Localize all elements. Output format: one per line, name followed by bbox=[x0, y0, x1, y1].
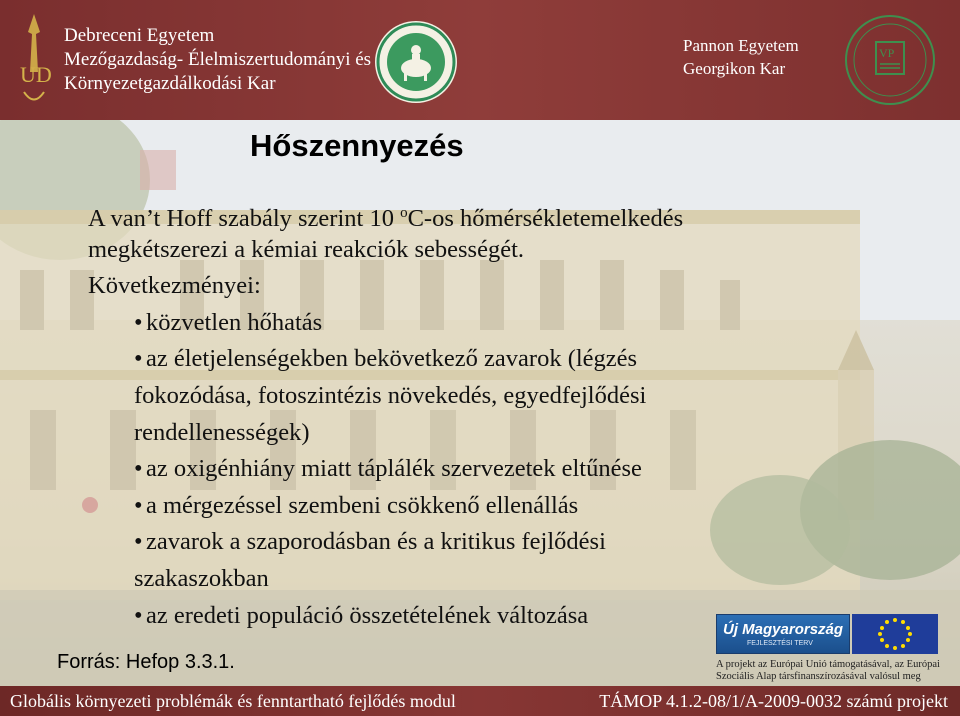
list-item: • közvetlen hőhatás bbox=[88, 305, 908, 342]
ud-logo-letters: UD bbox=[20, 62, 52, 87]
uj-magyarorszag-logo bbox=[716, 614, 850, 654]
umft-label: Új Magyarország bbox=[723, 621, 844, 638]
umft-subtitle: FEJLESZTÉSI TERV bbox=[747, 640, 813, 647]
bullet-icon: • bbox=[134, 491, 143, 519]
bullet-icon: • bbox=[134, 345, 143, 373]
list-item: • a mérgezéssel szembeni csökkenő ellenállás bbox=[88, 488, 908, 525]
bullet-icon: • bbox=[134, 308, 143, 336]
eu-note-line-2: Szociális Alap társfinanszírozásával valósul meg bbox=[716, 671, 921, 682]
debrecen-university-name bbox=[64, 24, 371, 96]
list-item: • zavarok a szaporodásban és a kritikus fejlődési bbox=[88, 524, 908, 561]
list-item-continuation: rendellenességek) bbox=[134, 418, 310, 446]
degree-superscript: o bbox=[400, 205, 408, 221]
eu-note-line-1: A projekt az Európai Unió támogatásával, az Európai bbox=[716, 659, 940, 670]
green-seal-icon bbox=[374, 20, 458, 104]
footer-project-id: TÁMOP 4.1.2-08/1/A-2009-0032 számú projekt bbox=[599, 691, 948, 711]
footer-bar bbox=[0, 686, 960, 716]
bullet-icon: • bbox=[134, 455, 143, 483]
list-item: • az oxigénhiány miatt táplálék szervezetek eltűnése bbox=[88, 451, 908, 488]
bullet-icon: • bbox=[134, 528, 143, 556]
debrecen-line-2: Mezőgazdaság- Élelmiszertudományi és bbox=[64, 49, 372, 70]
header-banner bbox=[0, 0, 960, 120]
list-item-continuation: szakaszokban bbox=[134, 564, 269, 592]
eu-flag-icon bbox=[852, 614, 938, 654]
list-item: • az életjelenségekben bekövetkező zavarok (légzés bbox=[88, 341, 908, 378]
debrecen-line-3: Környezetgazdálkodási Kar bbox=[64, 73, 276, 94]
footer-module-title: Globális környezeti problémák és fenntartható fejlődés modul bbox=[10, 691, 456, 711]
pannon-seal-letters: VP bbox=[879, 46, 895, 60]
debrecen-line-1: Debreceni Egyetem bbox=[64, 25, 215, 46]
pannon-line-2: Georgikon Kar bbox=[683, 59, 786, 78]
bullet-icon: • bbox=[134, 601, 143, 629]
pannon-line-1: Pannon Egyetem bbox=[683, 36, 799, 55]
consequences-label: Következményei: bbox=[88, 272, 261, 300]
ud-logo-icon bbox=[14, 12, 54, 112]
intro-line-2: megkétszerezi a kémiai reakciók sebességét. bbox=[88, 235, 525, 263]
slide-title: Hőszennyezés bbox=[250, 128, 464, 163]
eu-funding-note bbox=[716, 659, 946, 683]
list-item-continuation: fokozódása, fotoszintézis növekedés, egyedfejlődési bbox=[134, 381, 647, 409]
list-item: • az eredeti populáció összetételének változása bbox=[88, 598, 908, 635]
pannon-seal-icon bbox=[844, 14, 936, 106]
intro-text-b: C-os hőmérsékletemelkedés bbox=[407, 205, 684, 232]
intro-text-a: A van’t Hoff szabály szerint 10 bbox=[88, 205, 401, 232]
source-citation: Forrás: Hefop 3.3.1. bbox=[57, 651, 235, 673]
intro-line-1 bbox=[88, 195, 908, 232]
pannon-university-name bbox=[683, 34, 799, 80]
slide-body bbox=[88, 195, 908, 634]
